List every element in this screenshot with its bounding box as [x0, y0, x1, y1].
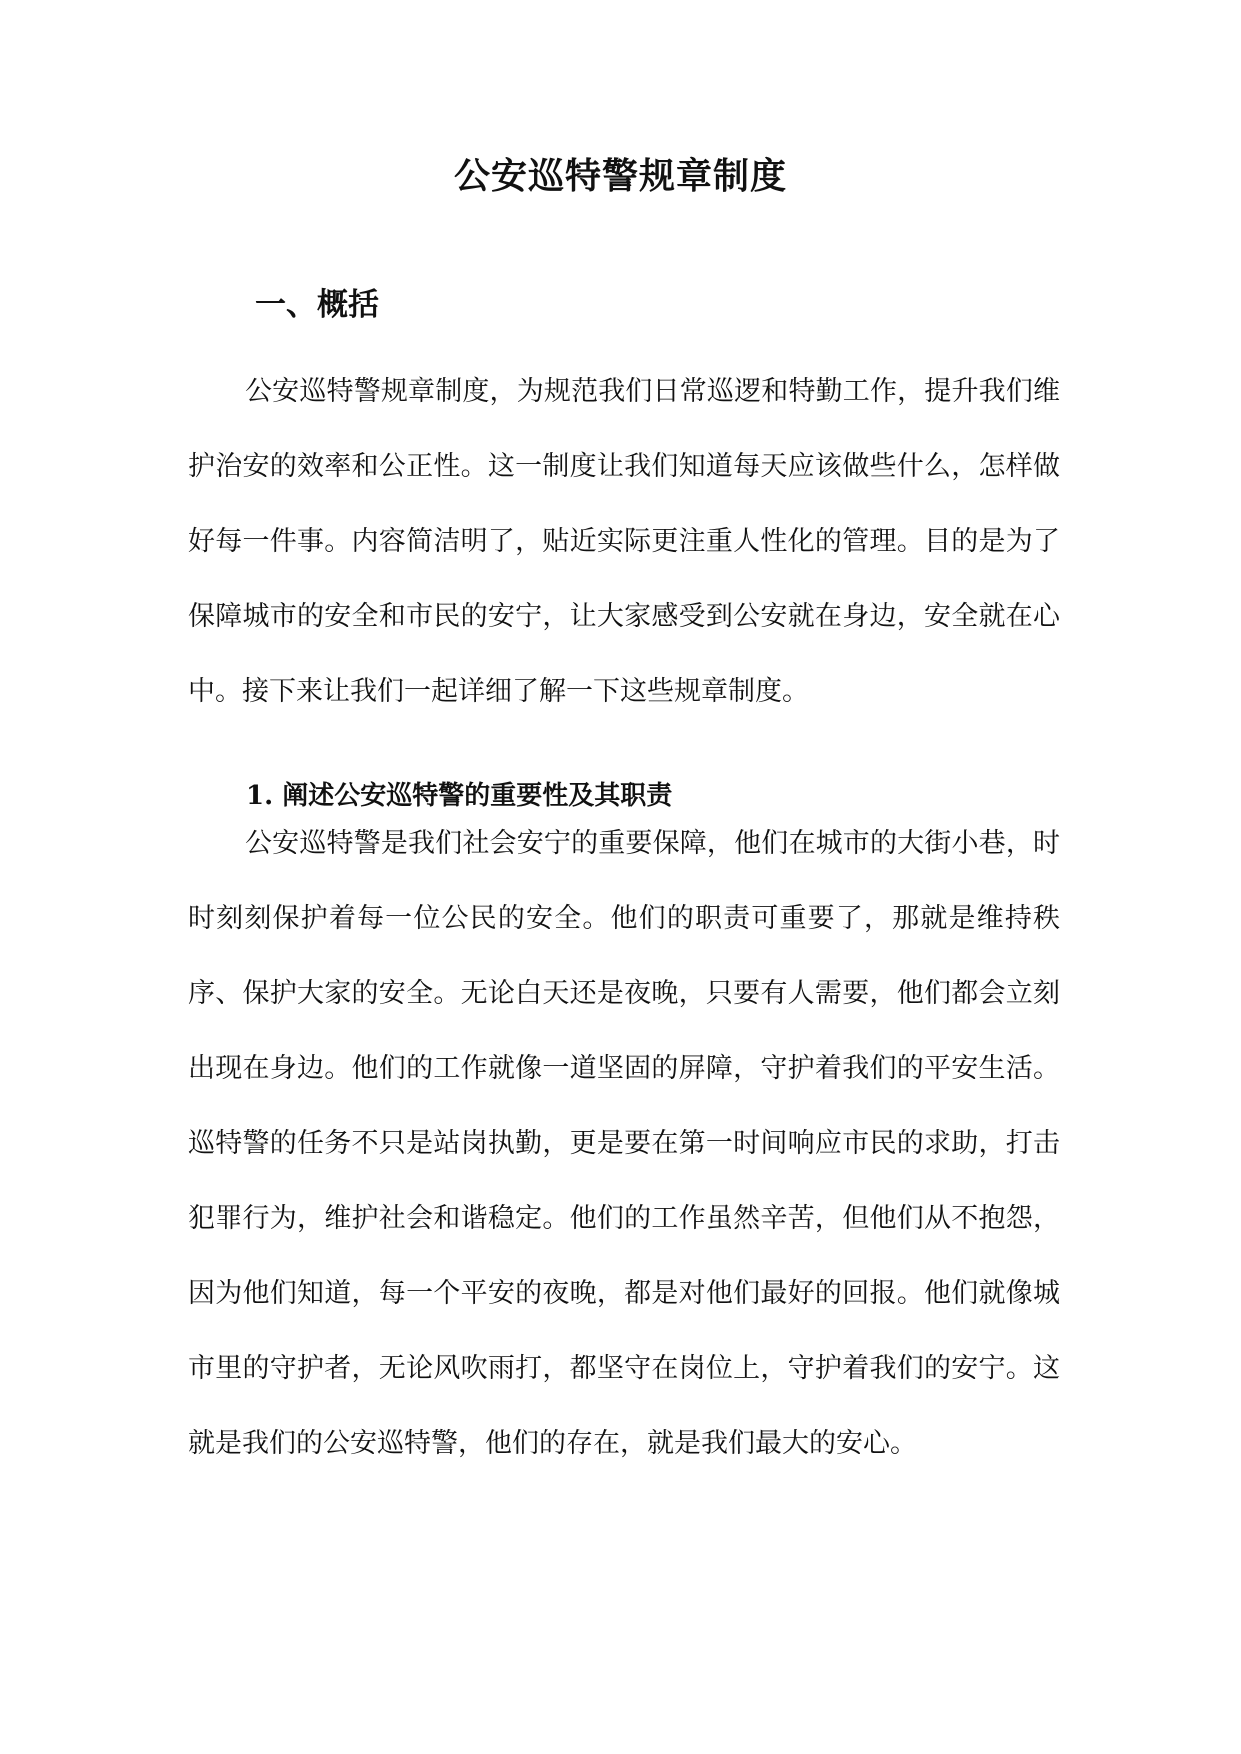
importance-paragraph: 公安巡特警是我们社会安宁的重要保障，他们在城市的大街小巷，时时刻刻保护着每一位公民的安全。他们的职责可重要了，那就是维持秩序、保护大家的安全。无论白天还是夜晚，只要有人需要，他们都会立刻出现在身边。他们的工作就像一道坚固的屏障，守护着我们的平安生活。巡特警的任务不只是站岗执勤，更是要在第一时间响应市民的求助，打击犯罪行为，维护社会和谐稳定。他们的工作虽然辛苦，但他们从不抱怨，因为他们知道，每一个平安的夜晚，都是对他们最好的回报。他们就像城市里的守护者，无论风吹雨打，都坚守在岗位上，守护着我们的安宁。这就是我们的公安巡特警，他们的存在，就是我们最大的安心。 — [188, 828, 1060, 1459]
overview-paragraph: 公安巡特警规章制度，为规范我们日常巡逻和特勤工作，提升我们维护治安的效率和公正性。这一制度让我们知道每天应该做些什么，怎样做好每一件事。内容简洁明了，贴近实际更注重人性化的管理。目的是为了保障城市的安全和市民的安宁，让大家感受到公安就在身边，安全就在心中。接下来让我们一起详细了解一下这些规章制度。 — [188, 376, 1060, 707]
subsection-heading-importance: 1. 阐述公安巡特警的重要性及其职责 — [246, 781, 673, 811]
section-heading-overview: 一、概括 — [255, 287, 379, 323]
document-title: 公安巡特警规章制度 — [453, 155, 787, 197]
